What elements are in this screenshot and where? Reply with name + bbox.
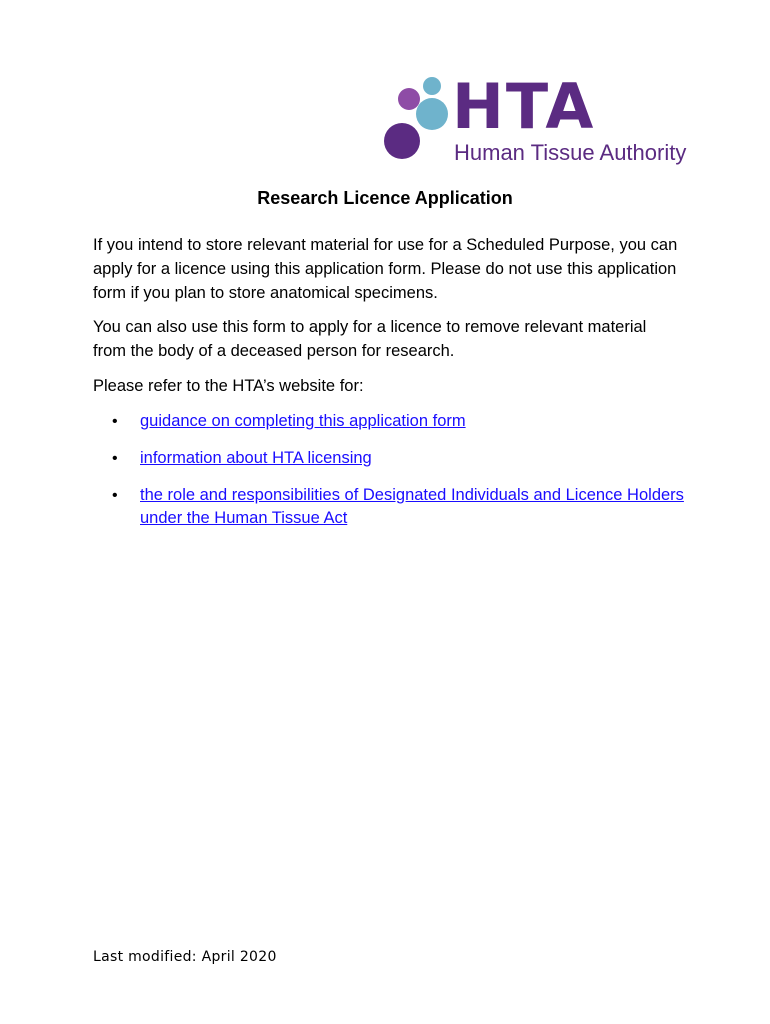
hta-logo-circles-icon	[380, 72, 460, 172]
bullet-icon: •	[112, 487, 118, 504]
refer-paragraph: Please refer to the HTA’s website for:	[93, 377, 364, 395]
hta-logo-wordmark: HTA	[452, 70, 596, 143]
list-item	[112, 447, 712, 470]
page-title: Research Licence Application	[257, 188, 513, 208]
roles-responsibilities-link[interactable]: the role and responsibilities of Designated Individuals and Licence Holders under the Human Tissue Act	[140, 486, 684, 527]
bullet-icon: •	[112, 450, 118, 467]
hta-logo	[380, 72, 700, 172]
bullet-icon: •	[112, 413, 118, 430]
list-item	[112, 410, 712, 433]
hta-logo-subtitle: Human Tissue Authority	[454, 140, 687, 165]
licensing-info-link[interactable]: information about HTA licensing	[140, 449, 372, 467]
list-item	[112, 484, 712, 530]
guidance-link[interactable]: guidance on completing this application form	[140, 412, 466, 430]
last-modified-footer: Last modified: April 2020	[93, 949, 277, 965]
removal-paragraph: You can also use this form to apply for a licence to remove relevant material from the body of a deceased person for research.	[93, 318, 647, 360]
intro-paragraph: If you intend to store relevant material for use for a Scheduled Purpose, you can apply for a licence using this application form. Please do not use this application form if you plan to store anatomical specimens.	[93, 236, 678, 302]
resource-link-list	[112, 410, 712, 544]
